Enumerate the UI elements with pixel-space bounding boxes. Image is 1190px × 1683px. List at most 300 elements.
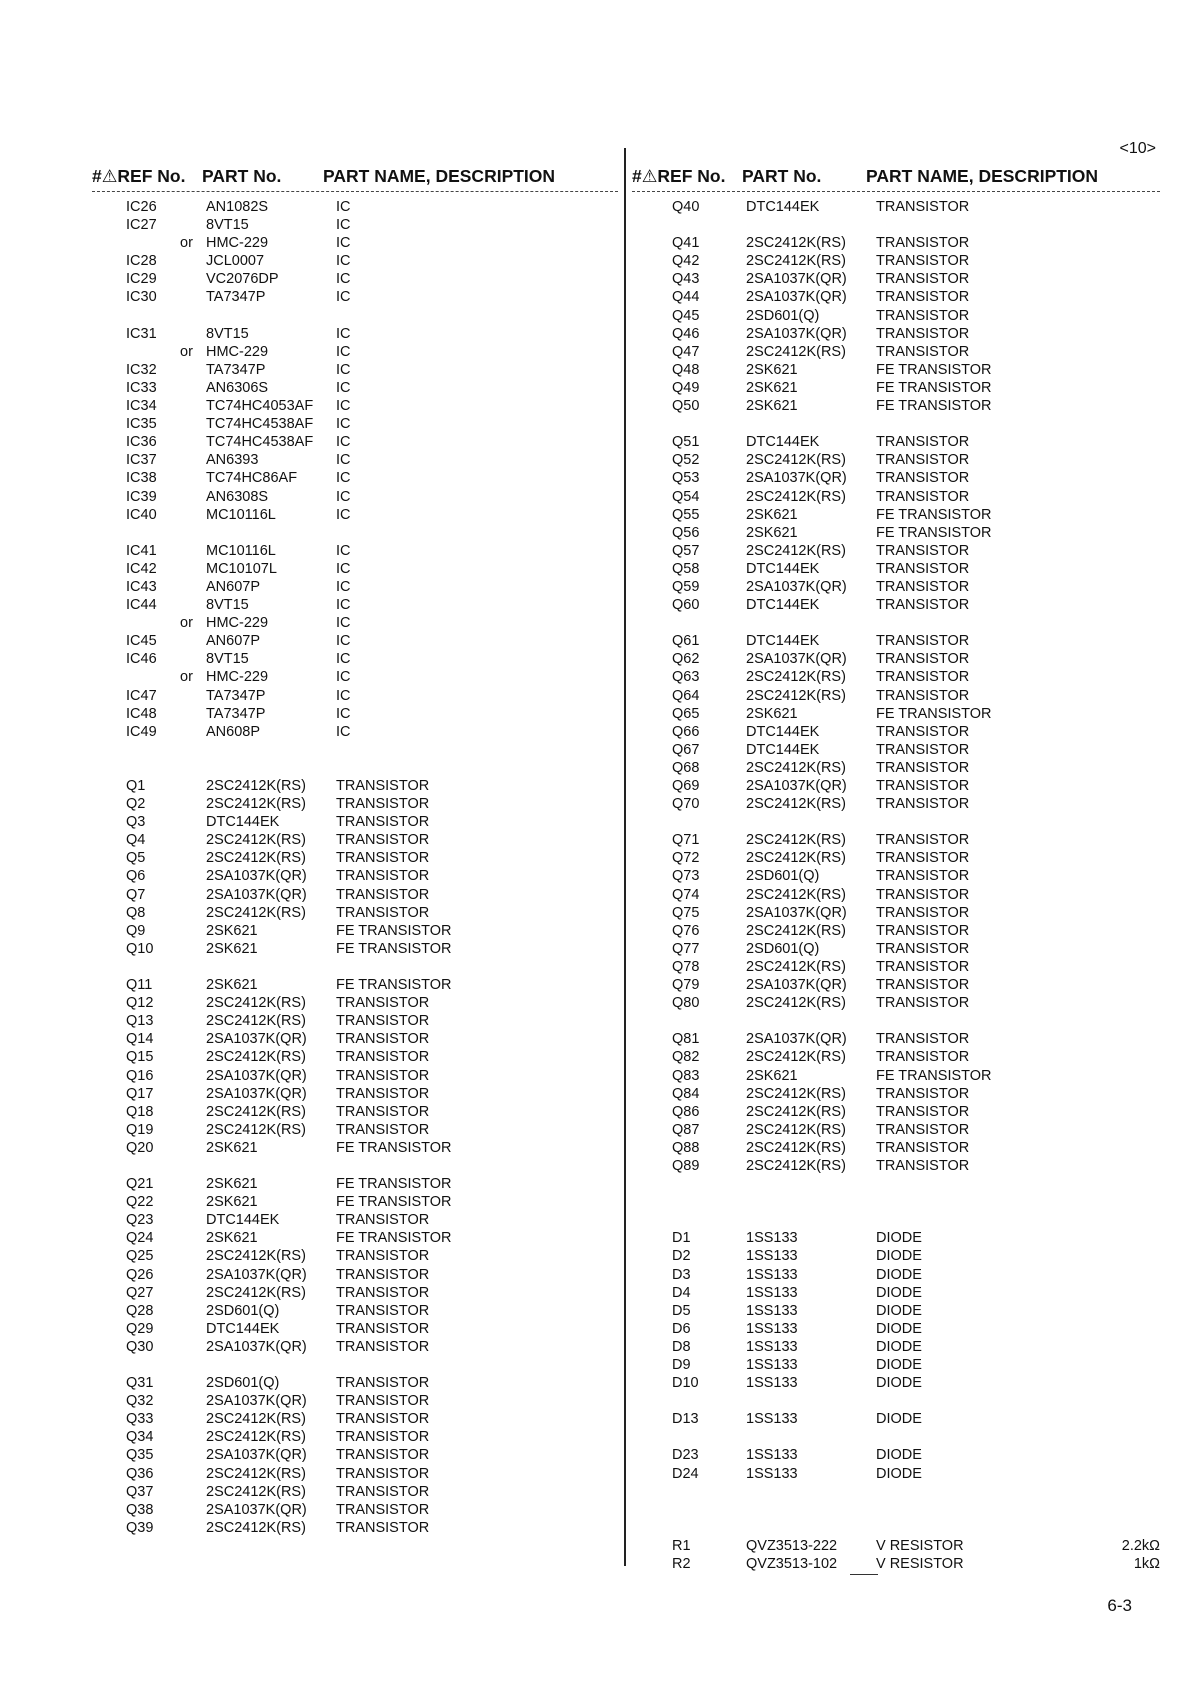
- part-no-cell: 2SA1037K(QR): [746, 578, 847, 595]
- table-row: [92, 1247, 618, 1265]
- table-row: [632, 632, 1160, 650]
- table-body: [632, 198, 1160, 1573]
- table-row: [92, 1229, 618, 1247]
- description-cell: TRANSISTOR: [336, 1302, 430, 1319]
- part-no-cell: 2SC2412K(RS): [206, 1411, 306, 1428]
- part-no-cell: AN607P: [206, 633, 261, 650]
- description-cell: IC: [336, 578, 351, 595]
- description-cell: FE TRANSISTOR: [336, 977, 452, 994]
- description-cell: TRANSISTOR: [876, 1049, 970, 1066]
- part-no-cell: 1SS133: [746, 1338, 798, 1355]
- ref-no-cell: Q30: [126, 1338, 154, 1355]
- description-cell: DIODE: [876, 1357, 922, 1373]
- part-no-cell: 2SC2412K(RS): [206, 1519, 306, 1536]
- table-row: [632, 886, 1160, 904]
- ref-no-cell: Q18: [126, 1103, 154, 1120]
- ref-no-cell: Q83: [672, 1067, 700, 1084]
- table-row: [632, 1193, 1160, 1211]
- part-no-cell: 2SC2412K(RS): [746, 488, 846, 505]
- ref-no-cell: Q10: [126, 940, 154, 957]
- part-no-cell: 2SK621: [206, 1230, 258, 1247]
- description-cell: FE TRANSISTOR: [876, 705, 992, 722]
- table-row: [92, 831, 618, 849]
- part-no-cell: DTC144EK: [746, 597, 820, 614]
- table-row: [92, 940, 618, 958]
- description-cell: FE TRANSISTOR: [876, 379, 992, 396]
- ref-no-cell: Q53: [672, 470, 700, 487]
- part-no-cell: DTC144EK: [746, 723, 820, 740]
- table-row: [92, 867, 618, 885]
- table-row: [632, 415, 1160, 433]
- part-no-cell: 2SC2412K(RS): [746, 796, 846, 813]
- part-no-cell: QVZ3513-222: [746, 1537, 838, 1554]
- table-row: [92, 307, 618, 325]
- part-no-cell: 2SC2412K(RS): [746, 922, 846, 939]
- description-cell: IC: [336, 723, 351, 740]
- table-row: [632, 1085, 1160, 1103]
- ref-no-cell: Q55: [672, 506, 700, 523]
- ref-no-cell: IC44: [126, 597, 157, 614]
- part-no-cell: 2SC2412K(RS): [746, 1139, 846, 1156]
- description-cell: TRANSISTOR: [336, 1049, 430, 1066]
- part-no-cell: 2SA1037K(QR): [206, 1266, 307, 1283]
- ref-no-cell: D8: [672, 1338, 691, 1355]
- description-cell: IC: [336, 416, 351, 433]
- table-row: [632, 867, 1160, 885]
- part-no-cell: 2SC2412K(RS): [206, 1284, 306, 1301]
- ref-no-cell: Q80: [672, 995, 700, 1012]
- description-cell: FE TRANSISTOR: [876, 524, 992, 541]
- description-cell: IC: [336, 398, 351, 415]
- ref-no-cell: Q26: [126, 1266, 154, 1283]
- part-no-cell: 1SS133: [746, 1266, 798, 1283]
- part-no-cell: 2SK621: [206, 940, 258, 957]
- description-cell: TRANSISTOR: [336, 1429, 430, 1446]
- table-row: [92, 379, 618, 397]
- description-cell: IC: [336, 542, 351, 559]
- ref-no-cell: IC35: [126, 416, 157, 433]
- ref-no-cell: D9: [672, 1357, 691, 1373]
- description-cell: TRANSISTOR: [876, 253, 970, 270]
- part-no-cell: 2SA1037K(QR): [206, 1393, 307, 1410]
- table-row: [632, 922, 1160, 940]
- ref-no-cell: Q62: [672, 651, 700, 668]
- table-row: [632, 542, 1160, 560]
- ref-no-cell: Q25: [126, 1248, 154, 1265]
- table-row: [632, 1139, 1160, 1157]
- description-cell: TRANSISTOR: [336, 1338, 430, 1355]
- description-cell: TRANSISTOR: [876, 796, 970, 813]
- ref-no-cell: D1: [672, 1230, 691, 1247]
- table-row: [92, 397, 618, 415]
- description-cell: TRANSISTOR: [336, 796, 430, 813]
- part-no-cell: 2SC2412K(RS): [206, 1465, 306, 1482]
- ref-no-cell: Q36: [126, 1465, 154, 1482]
- table-row: [92, 1175, 618, 1193]
- ref-no-cell: Q68: [672, 759, 700, 776]
- part-no-cell: 2SC2412K(RS): [206, 904, 306, 921]
- ref-no-cell: Q74: [672, 886, 700, 903]
- table-row: [632, 397, 1160, 415]
- description-cell: TRANSISTOR: [876, 1085, 970, 1102]
- table-row: [92, 1465, 618, 1483]
- table-row: [632, 1211, 1160, 1229]
- part-no-cell: 2SD601(Q): [746, 307, 820, 324]
- part-no-cell: 2SC2412K(RS): [746, 850, 846, 867]
- part-no-cell: 2SK621: [746, 379, 798, 396]
- table-row: [632, 831, 1160, 849]
- part-no-cell: TA7347P: [206, 361, 266, 378]
- table-row: [632, 940, 1160, 958]
- table-row: [92, 1030, 618, 1048]
- description-cell: TRANSISTOR: [336, 850, 430, 867]
- part-no-cell: 2SC2412K(RS): [206, 832, 306, 849]
- part-no-cell: 1SS133: [746, 1465, 798, 1482]
- part-no-cell: DTC144EK: [746, 434, 820, 451]
- part-no-cell: 2SC2412K(RS): [746, 542, 846, 559]
- part-no-cell: 2SC2412K(RS): [746, 1103, 846, 1120]
- description-cell: TRANSISTOR: [336, 1519, 430, 1536]
- ref-no-cell: Q82: [672, 1049, 700, 1066]
- table-row: [92, 524, 618, 542]
- header-ref-no: #⚠REF No.: [92, 166, 186, 186]
- description-cell: FE TRANSISTOR: [336, 940, 452, 957]
- table-row: [92, 1048, 618, 1066]
- table-row: [632, 234, 1160, 252]
- part-no-cell: TA7347P: [206, 687, 266, 704]
- part-no-cell: 2SC2412K(RS): [206, 1049, 306, 1066]
- table-row: [632, 904, 1160, 922]
- description-cell: TRANSISTOR: [876, 651, 970, 668]
- table-row: [92, 252, 618, 270]
- part-no-cell: 2SC2412K(RS): [746, 253, 846, 270]
- description-cell: TRANSISTOR: [876, 741, 970, 758]
- table-row: [632, 650, 1160, 668]
- ref-no-cell: Q52: [672, 452, 700, 469]
- part-no-cell: 2SC2412K(RS): [746, 343, 846, 360]
- part-no-cell: DTC144EK: [206, 1212, 280, 1229]
- description-cell: IC: [336, 615, 351, 632]
- ref-no-cell: Q33: [126, 1411, 154, 1428]
- part-no-cell: 1SS133: [746, 1302, 798, 1319]
- ref-no-cell: R2: [672, 1556, 691, 1573]
- part-no-cell: DTC144EK: [206, 1320, 280, 1337]
- ref-no-cell: Q3: [126, 814, 146, 831]
- description-cell: IC: [336, 271, 351, 288]
- table-row: [632, 958, 1160, 976]
- description-cell: IC: [336, 506, 351, 523]
- description-cell: DIODE: [876, 1320, 922, 1337]
- ref-no-cell: D4: [672, 1284, 691, 1301]
- ref-no-cell: IC49: [126, 723, 157, 740]
- table-row: [92, 958, 618, 976]
- value-cell: 2.2kΩ: [1121, 1537, 1160, 1554]
- ref-no-cell: Q45: [672, 307, 700, 324]
- ref-no-cell: Q31: [126, 1375, 154, 1392]
- description-cell: TRANSISTOR: [336, 1103, 430, 1120]
- ref-no-cell: Q34: [126, 1429, 154, 1446]
- ref-no-cell: Q77: [672, 940, 700, 957]
- ref-no-cell: Q66: [672, 723, 700, 740]
- table-row: [92, 578, 618, 596]
- ref-no-cell: Q11: [126, 977, 153, 994]
- table-row: [632, 343, 1160, 361]
- ref-no-cell: Q71: [672, 832, 700, 849]
- table-row: [632, 849, 1160, 867]
- table-row: [92, 687, 618, 705]
- part-no-cell: 2SK621: [746, 398, 798, 415]
- ref-no-cell: D23: [672, 1447, 699, 1464]
- table-row: [632, 687, 1160, 705]
- description-cell: TRANSISTOR: [876, 452, 970, 469]
- table-row: [632, 1483, 1160, 1501]
- table-row: [632, 469, 1160, 487]
- part-no-cell: AN6393: [206, 452, 259, 469]
- part-no-cell: QVZ3513-102: [746, 1556, 838, 1573]
- part-no-cell: 2SC2412K(RS): [746, 1157, 846, 1174]
- ref-no-cell: Q88: [672, 1139, 700, 1156]
- part-no-cell: DTC144EK: [746, 741, 820, 758]
- description-cell: IC: [336, 289, 351, 306]
- table-row: [632, 1446, 1160, 1464]
- table-row: [632, 1338, 1160, 1356]
- part-no-cell: 2SC2412K(RS): [206, 1248, 306, 1265]
- part-no-cell: 1SS133: [746, 1248, 798, 1265]
- description-cell: TRANSISTOR: [336, 778, 430, 794]
- ref-no-cell: IC33: [126, 379, 157, 396]
- ref-no-cell: D2: [672, 1248, 691, 1265]
- part-no-cell: 2SC2412K(RS): [206, 778, 306, 794]
- description-cell: FE TRANSISTOR: [876, 506, 992, 523]
- ref-no-cell: Q47: [672, 343, 700, 360]
- description-cell: TRANSISTOR: [876, 235, 970, 252]
- table-row: [92, 488, 618, 506]
- description-cell: TRANSISTOR: [876, 470, 970, 487]
- table-row: [92, 1302, 618, 1320]
- table-row: [632, 668, 1160, 686]
- part-no-cell: AN1082S: [206, 199, 269, 215]
- ref-no-cell: Q40: [672, 199, 700, 215]
- table-row: [632, 506, 1160, 524]
- part-no-cell: 2SA1037K(QR): [206, 1085, 307, 1102]
- part-no-cell: 2SC2412K(RS): [746, 759, 846, 776]
- ref-no-cell: Q35: [126, 1447, 154, 1464]
- part-no-cell: AN6306S: [206, 379, 269, 396]
- ref-no-cell: IC45: [126, 633, 157, 650]
- table-row: [632, 1247, 1160, 1265]
- description-cell: TRANSISTOR: [876, 759, 970, 776]
- table-row: [92, 1211, 618, 1229]
- description-cell: IC: [336, 597, 351, 614]
- table-row: [632, 795, 1160, 813]
- description-cell: IC: [336, 199, 351, 215]
- part-no-cell: 2SD601(Q): [746, 940, 820, 957]
- ref-no-cell: Q24: [126, 1230, 154, 1247]
- description-cell: TRANSISTOR: [336, 832, 430, 849]
- description-cell: IC: [336, 470, 351, 487]
- description-cell: DIODE: [876, 1230, 922, 1247]
- description-cell: IC: [336, 379, 351, 396]
- description-cell: IC: [336, 669, 351, 686]
- description-cell: IC: [336, 325, 351, 342]
- description-cell: DIODE: [876, 1302, 922, 1319]
- description-cell: IC: [336, 343, 351, 360]
- table-row: [632, 1465, 1160, 1483]
- table-row: [632, 976, 1160, 994]
- description-cell: TRANSISTOR: [336, 1212, 430, 1229]
- header-ref-no: #⚠REF No.: [632, 166, 726, 186]
- part-no-cell: 1SS133: [746, 1411, 798, 1428]
- table-row: [92, 976, 618, 994]
- ref-no-cell: Q9: [126, 922, 146, 939]
- ref-no-cell: IC41: [126, 542, 157, 559]
- footer-dash: [850, 1574, 878, 1575]
- description-cell: TRANSISTOR: [876, 597, 970, 614]
- ref-no-cell: Q39: [126, 1519, 154, 1536]
- description-cell: TRANSISTOR: [336, 1465, 430, 1482]
- header-description: PART NAME, DESCRIPTION: [866, 166, 1099, 186]
- table-row: [92, 506, 618, 524]
- alternate-marker: or: [180, 235, 193, 252]
- ref-no-cell: Q8: [126, 904, 146, 921]
- part-no-cell: 8VT15: [206, 217, 249, 234]
- ref-no-cell: Q49: [672, 379, 700, 396]
- ref-no-cell: D3: [672, 1266, 691, 1283]
- description-cell: TRANSISTOR: [876, 850, 970, 867]
- table-row: [632, 1302, 1160, 1320]
- table-row: [632, 705, 1160, 723]
- table-row: [632, 379, 1160, 397]
- table-header: [632, 166, 1160, 192]
- description-cell: TRANSISTOR: [336, 814, 430, 831]
- description-cell: TRANSISTOR: [876, 343, 970, 360]
- description-cell: TRANSISTOR: [876, 940, 970, 957]
- description-cell: TRANSISTOR: [336, 886, 430, 903]
- table-row: [92, 542, 618, 560]
- ref-no-cell: Q78: [672, 958, 700, 975]
- description-cell: TRANSISTOR: [336, 1501, 430, 1518]
- table-row: [632, 216, 1160, 234]
- ref-no-cell: Q27: [126, 1284, 154, 1301]
- ref-no-cell: R1: [672, 1537, 691, 1554]
- part-no-cell: 2SC2412K(RS): [206, 995, 306, 1012]
- description-cell: TRANSISTOR: [876, 886, 970, 903]
- part-no-cell: AN6308S: [206, 488, 269, 505]
- table-row: [632, 1103, 1160, 1121]
- table-row: [92, 343, 618, 361]
- table-row: [632, 1229, 1160, 1247]
- ref-no-cell: Q86: [672, 1103, 700, 1120]
- table-row: [92, 886, 618, 904]
- table-row: [92, 270, 618, 288]
- part-no-cell: 2SA1037K(QR): [746, 778, 847, 794]
- description-cell: TRANSISTOR: [876, 1121, 970, 1138]
- ref-no-cell: IC27: [126, 217, 157, 234]
- ref-no-cell: D6: [672, 1320, 691, 1337]
- description-cell: TRANSISTOR: [876, 995, 970, 1012]
- table-row: [92, 1320, 618, 1338]
- part-no-cell: HMC-229: [206, 669, 269, 686]
- description-cell: FE TRANSISTOR: [876, 361, 992, 378]
- part-no-cell: 2SK621: [206, 922, 258, 939]
- description-cell: FE TRANSISTOR: [336, 1230, 452, 1247]
- part-no-cell: 8VT15: [206, 325, 249, 342]
- table-row: [92, 1519, 618, 1537]
- table-row: [92, 469, 618, 487]
- ref-no-cell: Q4: [126, 832, 146, 849]
- table-row: [92, 1284, 618, 1302]
- description-cell: IC: [336, 651, 351, 668]
- part-no-cell: TA7347P: [206, 289, 266, 306]
- part-no-cell: 8VT15: [206, 597, 249, 614]
- part-no-cell: 2SC2412K(RS): [746, 1049, 846, 1066]
- description-cell: TRANSISTOR: [876, 904, 970, 921]
- ref-no-cell: Q50: [672, 398, 700, 415]
- ref-no-cell: Q22: [126, 1194, 154, 1211]
- description-cell: TRANSISTOR: [876, 922, 970, 939]
- table-row: [632, 252, 1160, 270]
- table-row: [632, 1284, 1160, 1302]
- ref-no-cell: Q70: [672, 796, 700, 813]
- description-cell: TRANSISTOR: [336, 1121, 430, 1138]
- part-no-cell: 2SD601(Q): [746, 868, 820, 885]
- ref-no-cell: D10: [672, 1375, 699, 1392]
- description-cell: TRANSISTOR: [336, 1067, 430, 1084]
- part-no-cell: 2SA1037K(QR): [206, 1447, 307, 1464]
- table-row: [632, 270, 1160, 288]
- ref-no-cell: IC32: [126, 361, 157, 378]
- part-no-cell: MC10116L: [206, 506, 276, 523]
- description-cell: TRANSISTOR: [876, 669, 970, 686]
- ref-no-cell: IC36: [126, 434, 157, 451]
- description-cell: TRANSISTOR: [336, 1375, 430, 1392]
- part-no-cell: DTC144EK: [746, 560, 820, 577]
- value-cell: 1kΩ: [1133, 1556, 1160, 1573]
- description-cell: TRANSISTOR: [336, 868, 430, 885]
- table-row: [92, 795, 618, 813]
- ref-no-cell: Q61: [672, 633, 700, 650]
- table-row: [92, 668, 618, 686]
- part-no-cell: 2SC2412K(RS): [746, 958, 846, 975]
- part-no-cell: 2SC2412K(RS): [206, 1103, 306, 1120]
- ref-no-cell: Q64: [672, 687, 700, 704]
- part-no-cell: 1SS133: [746, 1320, 798, 1337]
- description-cell: FE TRANSISTOR: [336, 1139, 452, 1156]
- table-row: [92, 216, 618, 234]
- ref-no-cell: Q87: [672, 1121, 700, 1138]
- table-row: [92, 904, 618, 922]
- ref-no-cell: Q23: [126, 1212, 154, 1229]
- table-row: [632, 524, 1160, 542]
- ref-no-cell: Q76: [672, 922, 700, 939]
- ref-no-cell: D5: [672, 1302, 691, 1319]
- ref-no-cell: Q48: [672, 361, 700, 378]
- ref-no-cell: Q16: [126, 1067, 154, 1084]
- table-row: [632, 1048, 1160, 1066]
- table-row: [92, 1139, 618, 1157]
- description-cell: TRANSISTOR: [876, 1031, 970, 1048]
- ref-no-cell: Q28: [126, 1302, 154, 1319]
- table-row: [632, 1067, 1160, 1085]
- ref-no-cell: Q15: [126, 1049, 154, 1066]
- description-cell: TRANSISTOR: [876, 1157, 970, 1174]
- table-row: [92, 325, 618, 343]
- ref-no-cell: Q57: [672, 542, 700, 559]
- description-cell: IC: [336, 488, 351, 505]
- table-row: [632, 1555, 1160, 1573]
- table-row: [632, 741, 1160, 759]
- ref-no-cell: Q79: [672, 977, 700, 994]
